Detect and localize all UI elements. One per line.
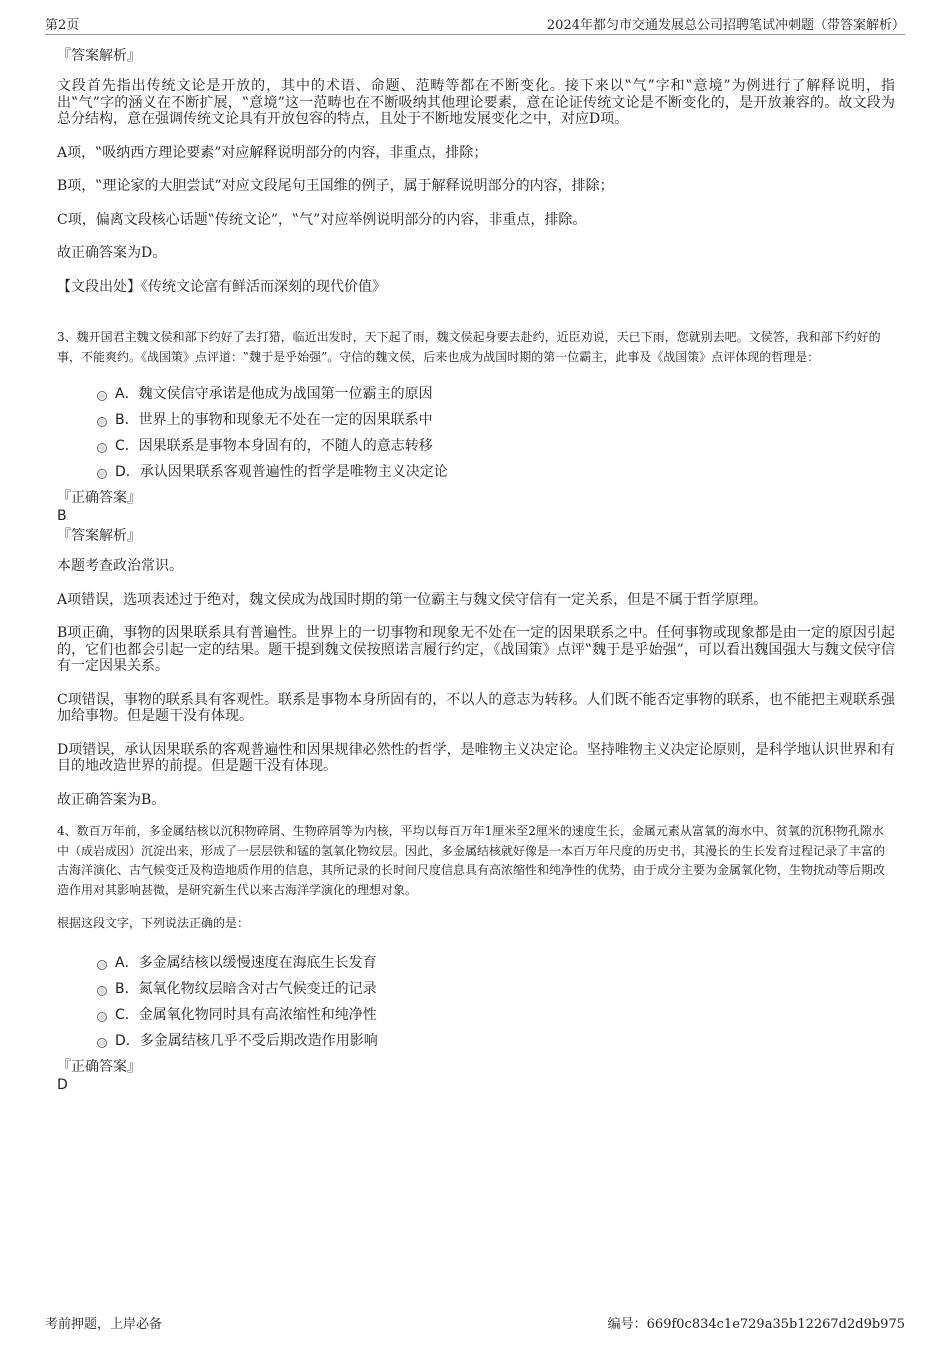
answer-value: D xyxy=(57,1076,68,1093)
analysis-paragraph: C项错误，事物的联系具有客观性。联系是事物本身所固有的，不以人的意志为转移。人们既不能否定事物的联系，也不能把主观联系强加给事物。但是题干没有体现。 xyxy=(57,691,895,724)
page-footer xyxy=(45,1313,905,1333)
radio-icon[interactable] xyxy=(97,960,107,970)
footer-slogan: 考前押题，上岸必备 xyxy=(45,1317,163,1332)
document-body xyxy=(57,47,895,1094)
question-prompt: 根据这段文字，下列说法正确的是： xyxy=(57,916,250,930)
page-number: 第2页 xyxy=(45,18,80,33)
option-a[interactable]: A．魏文侯信守承诺是他成为战国第一位霸主的原因 xyxy=(57,381,895,407)
radio-icon[interactable] xyxy=(97,1012,107,1022)
document-title: 2024年都匀市交通发展总公司招聘笔试冲刺题（带答案解析） xyxy=(546,18,905,33)
analysis-paragraph: D项错误，承认因果联系的客观普遍性和因果规律必然性的哲学，是唯物主义决定论。坚持唯物主义决定论原则，是科学地认识世界和有目的地改造世界的前提。但是题干没有体现。 xyxy=(57,741,895,774)
option-a[interactable]: A．多金属结核以缓慢速度在海底生长发育 xyxy=(57,950,895,976)
document-id: 编号：669f0c834c1e729a35b12267d2d9b975 xyxy=(607,1317,905,1332)
source-citation: 【文段出处】《传统文论富有鲜活而深刻的现代价值》 xyxy=(57,278,386,295)
option-d[interactable]: D．多金属结核几乎不受后期改造作用影响 xyxy=(57,1028,895,1054)
answer-value: B xyxy=(57,508,67,524)
analysis-paragraph: B项正确，事物的因果联系具有普遍性。世界上的一切事物和现象无不处在一定的因果联系之中。任何事物或现象都是由一定的原因引起的，它们也都会引起一定的结果。题干提到魏文侯按照诺言履行约定，《战国策》点评‟魏于是乎始强”，可以看出魏国强大与魏文侯守信有一定因果关系。 xyxy=(57,625,895,674)
analysis-tag: 『答案解析』 xyxy=(57,48,141,64)
option-d[interactable]: D．承认因果联系客观普遍性的哲学是唯物主义决定论 xyxy=(57,459,895,485)
option-list xyxy=(57,950,895,1054)
option-b[interactable]: B．世界上的事物和现象无不处在一定的因果联系中 xyxy=(57,407,895,433)
analysis-paragraph: A项错误，选项表述过于绝对，魏文侯成为战国时期的第一位霸主与魏文侯守信有一定关系，但是不属于哲学原理。 xyxy=(57,591,768,608)
analysis-conclusion: 故正确答案为D。 xyxy=(57,245,167,261)
analysis-paragraph: B项，‟理论家的大胆尝试”对应文段尾句王国维的例子，属于解释说明部分的内容，排除； xyxy=(57,178,614,194)
analysis-tag: 『答案解析』 xyxy=(57,528,141,544)
analysis-paragraph: 本题考查政治常识。 xyxy=(57,558,183,574)
option-list xyxy=(57,381,895,485)
analysis-paragraph: 文段首先指出传统文论是开放的，其中的术语、命题、范畴等都在不断变化。接下来以‟气”字和‟意境”为例进行了解释说明，指出‟气”字的涵义在不断扩展，‟意境”这一范畴也在不断吸纳其他理论要素，意在论证传统文论是不断变化的，是开放兼容的。故文段为总分结构，意在强调传统文论具有开放包容的特点，且处于不断地发展变化之中，对应D项。 xyxy=(57,78,895,127)
analysis-paragraph: C项，偏离文段核心话题‟传统文论”，‟气”对应举例说明部分的内容，非重点，排除。 xyxy=(57,211,587,228)
analysis-paragraph: A项，‟吸纳西方理论要素”对应解释说明部分的内容，非重点，排除； xyxy=(57,144,488,161)
analysis-conclusion: 故正确答案为B。 xyxy=(57,791,166,808)
option-c[interactable]: C．因果联系是事物本身固有的，不随人的意志转移 xyxy=(57,433,895,459)
option-b[interactable]: B．氮氧化物纹层暗含对古气候变迁的记录 xyxy=(57,976,895,1002)
radio-icon[interactable] xyxy=(97,391,107,401)
question-stem: 3、魏开国君主魏文侯和部下约好了去打猎，临近出发时，天下起了雨，魏文侯起身要去赴约，近臣劝说，天已下雨，您就别去吧。文侯答，我和部下约好的事，不能爽约。《战国策》点评道：‟魏于是乎始强”。守信的魏文侯，后来也成为战国时期的第一位霸主，此事及《战国策》点评体现的哲理是： xyxy=(57,330,881,364)
answer-tag: 『正确答案』 xyxy=(57,1058,141,1075)
radio-icon[interactable] xyxy=(97,1038,107,1048)
radio-icon[interactable] xyxy=(97,443,107,453)
radio-icon[interactable] xyxy=(97,417,107,427)
page-header xyxy=(45,14,905,35)
radio-icon[interactable] xyxy=(97,469,107,479)
answer-tag: 『正确答案』 xyxy=(57,490,141,506)
radio-icon[interactable] xyxy=(97,986,107,996)
question-stem: 4、数百万年前，多金属结核以沉积物碎屑、生物碎屑等为内核，平均以每百万年1厘米至2厘米的速度生长，金属元素从富氧的海水中、贫氧的沉积物孔隙水中（成岩成因）沉淀出来，形成了一层层铁和锰的氢氧化物纹层。因此，多金属结核就好像是一本百万年尺度的历史书，其漫长的生长发育过程记录了丰富的古海洋演化、古气候变迁及构造地质作用的信息，其所记录的长时间尺度信息具有高浓缩性和纯净性的优势，由于成分主要为金属氧化物，生物扰动等后期改造作用对其影响甚微，是研究新生代以来古海洋学演化的理想对象。 xyxy=(57,824,886,897)
option-c[interactable]: C．金属氧化物同时具有高浓缩性和纯净性 xyxy=(57,1002,895,1028)
